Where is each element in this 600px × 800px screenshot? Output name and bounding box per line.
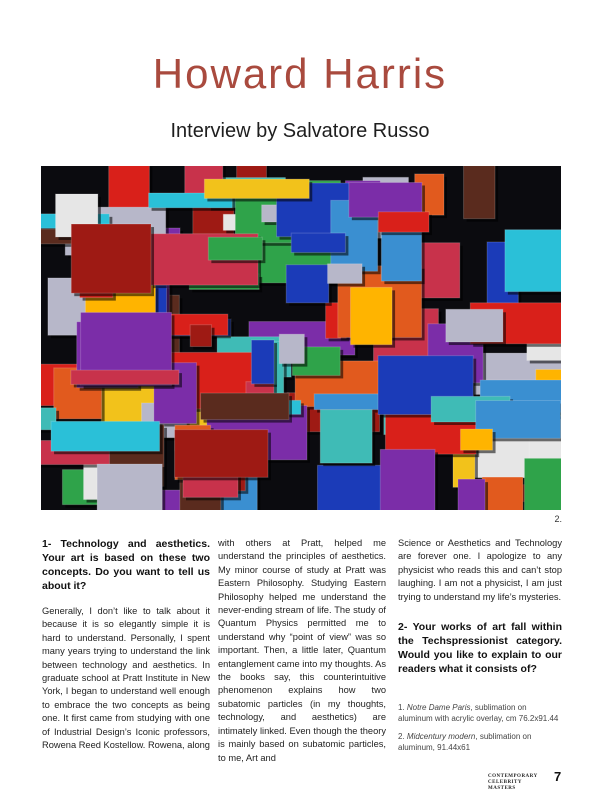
image-captions <box>398 703 562 761</box>
artwork-canvas <box>41 166 561 510</box>
artwork-block <box>286 265 329 303</box>
answer-1-end: Science or Aesthetics and Technology are forever one. I apologize to any physicist who reads this and can’t stop laughing. I am not a physicist, I am just trying to understand my life’s mysteries. <box>398 538 562 602</box>
article-column-2 <box>218 537 386 777</box>
artwork-block <box>71 370 179 384</box>
caption-2: 2. Midcentury modern, sublimation on aluminum, 91.44x61 <box>398 732 532 752</box>
artwork-block <box>524 458 561 510</box>
artwork-block <box>482 477 523 510</box>
interview-byline: Interview by Salvatore Russo <box>170 120 430 142</box>
artwork-block <box>458 479 485 510</box>
artwork-block <box>208 237 262 260</box>
question-1: 1- Technology and aesthetics. Your art is based on these two concepts. Do you want to tell us about it? <box>42 538 210 592</box>
magazine-brand: CONTEMPORARY CELEBRITY MASTERS <box>488 774 538 791</box>
figure-number: 2. <box>554 514 562 524</box>
page-title: Howard Harris <box>152 50 448 97</box>
artwork-block <box>201 393 289 420</box>
page-number: 7 <box>554 769 562 784</box>
artwork-block <box>291 233 345 252</box>
artwork-block <box>51 421 160 451</box>
artwork-block <box>446 309 503 342</box>
artwork-block <box>464 166 495 219</box>
artwork-block <box>350 287 392 344</box>
article-column-1 <box>42 537 210 764</box>
artwork-block <box>71 224 151 293</box>
artwork-block <box>175 430 268 478</box>
answer-1-paragraph: Generally, I don’t like to talk about it because it is so elegantly simple it is hard to understand. Personally, I spent many years trying to understand the link between technology and aesthetics. In graduate school at Pratt Institute in New York, I began to understand well enough to embrace the two concepts as being one. It first came from studying with one of Industrial Design’s Iconic professors, Rowena Reed Kostellow. Rowena, along <box>42 606 210 751</box>
artwork-block <box>314 394 379 410</box>
question-2: 2- Your works of art fall within the Techspressionist category. Would you like to explain to our readers what it consists of? <box>398 621 562 676</box>
artwork-block <box>204 179 309 198</box>
artwork-block <box>328 264 363 284</box>
artwork-block <box>279 334 304 363</box>
artwork-block <box>320 410 372 463</box>
answer-1-continued: with others at Pratt, helped me understand the principles of aesthetics. My minor course of study at Pratt was Eastern Philosophy. Studying Eastern Philosophy helped me understand the never-ending stream of life. The study of Quantum Physics permitted me to understand why “point of view” was so important. Then, a little later, Quantum entanglement came into my thoughts. As the books say, this counterintuitive phenomenon explains how two subatomic particles (in my thoughts, technology, and aesthetics) are intimately linked. Even though the theory is mainly based on subatomic particles, to me, Art and <box>218 538 386 763</box>
artwork-block <box>460 429 492 450</box>
caption-1: 1. Notre Dame Paris, sublimation on aluminum with acrylic overlay, cm 76.2x91.44 <box>398 703 559 723</box>
artwork-block <box>97 464 162 510</box>
artwork-block <box>380 449 435 510</box>
artwork-block <box>378 212 429 232</box>
artwork-block <box>190 325 211 347</box>
article-column-3 <box>398 537 562 688</box>
artwork-block <box>505 230 561 292</box>
artwork-block <box>251 340 274 384</box>
artwork-image <box>41 166 561 510</box>
